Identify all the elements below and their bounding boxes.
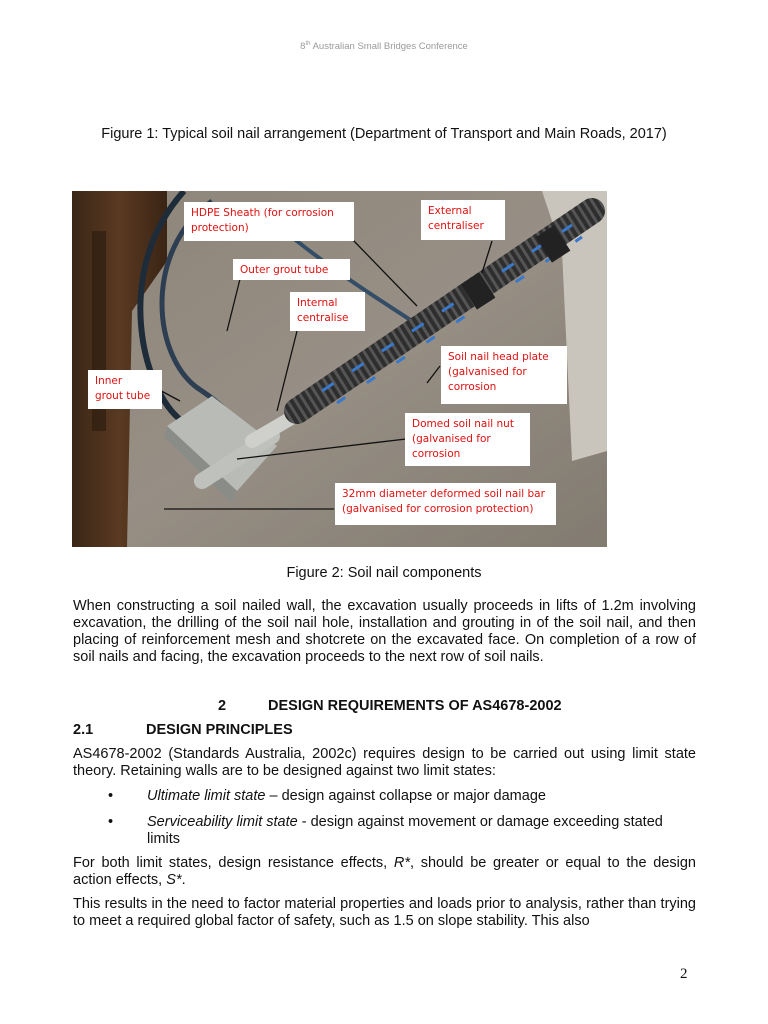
bullet-term: Serviceability limit state	[147, 814, 298, 830]
para3-text: .	[181, 872, 186, 888]
symbol-s-star: S*	[166, 872, 182, 888]
header-text: Australian Small Bridges Conference	[310, 41, 468, 53]
symbol-r-star: R*	[393, 855, 410, 871]
bullet-term: Ultimate limit state	[147, 788, 266, 804]
figure-2-caption: Figure 2: Soil nail components	[286, 565, 482, 581]
para3-text: , should be greater or equal to the design action effects,	[73, 855, 696, 888]
section-2-1-number: 2.1	[73, 722, 94, 738]
header-sup: th	[305, 41, 311, 47]
callout-hdpe-sheath: HDPE Sheath (for corrosion protection)	[184, 202, 354, 241]
paragraph-limit-states: AS4678-2002 (Standards Australia, 2002c) requires design to be carried out using limit state theory. Retaining walls are to be designed against two limit states:	[73, 746, 696, 779]
paragraph-factoring: This results in the need to factor material properties and loads prior to analysis, rather than trying to meet a required global factor of safety, such as 1.5 on slope stability. This also	[73, 896, 696, 929]
bullet-marker: •	[108, 814, 114, 830]
running-header	[0, 41, 768, 52]
callout-internal-centralise: Internal centralise	[290, 292, 365, 331]
callout-soil-nail-bar: 32mm diameter deformed soil nail bar (galvanised for corrosion protection)	[335, 483, 556, 525]
section-2-1-heading	[73, 722, 293, 738]
section-2-number: 2	[218, 698, 227, 714]
paragraph-resistance	[73, 855, 696, 889]
header-number: 8	[300, 41, 306, 53]
section-2-heading	[218, 698, 562, 714]
callout-domed-nut: Domed soil nail nut (galvanised for corrosion	[405, 413, 530, 466]
para3-text: For both limit states, design resistance effects,	[73, 855, 394, 871]
callout-inner-grout-tube: Inner grout tube	[88, 370, 162, 409]
bullet-serviceability	[147, 814, 696, 848]
bullet-ultimate	[147, 788, 696, 805]
figure-1-caption: Figure 1: Typical soil nail arrangement (Department of Transport and Main Roads, 2017)	[101, 126, 667, 142]
bullet-desc: – design against collapse or major damage	[265, 788, 546, 804]
bullet-marker: •	[108, 788, 114, 804]
section-2-title: DESIGN REQUIREMENTS OF AS4678-2002	[268, 698, 562, 714]
section-2-1-title: DESIGN PRINCIPLES	[146, 722, 293, 738]
paragraph-construction: When constructing a soil nailed wall, the excavation usually proceeds in lifts of 1.2m involving excavation, the drilling of the soil nail hole, installation and grouting in of the soil nail, and then placing of reinforcement mesh and shotcrete on the excavated face. On completion of a row of soil nails and facing, the excavation proceeds to the next row of soil nails.	[73, 598, 696, 665]
soil-nail-photo	[72, 191, 607, 547]
page-number: 2	[680, 966, 688, 982]
callout-external-centraliser: External centraliser	[421, 200, 505, 240]
callout-head-plate: Soil nail head plate (galvanised for corrosion	[441, 346, 567, 404]
callout-outer-grout-tube: Outer grout tube	[233, 259, 350, 280]
bullet-desc: - design against movement or damage exceeding stated limits	[147, 814, 663, 847]
